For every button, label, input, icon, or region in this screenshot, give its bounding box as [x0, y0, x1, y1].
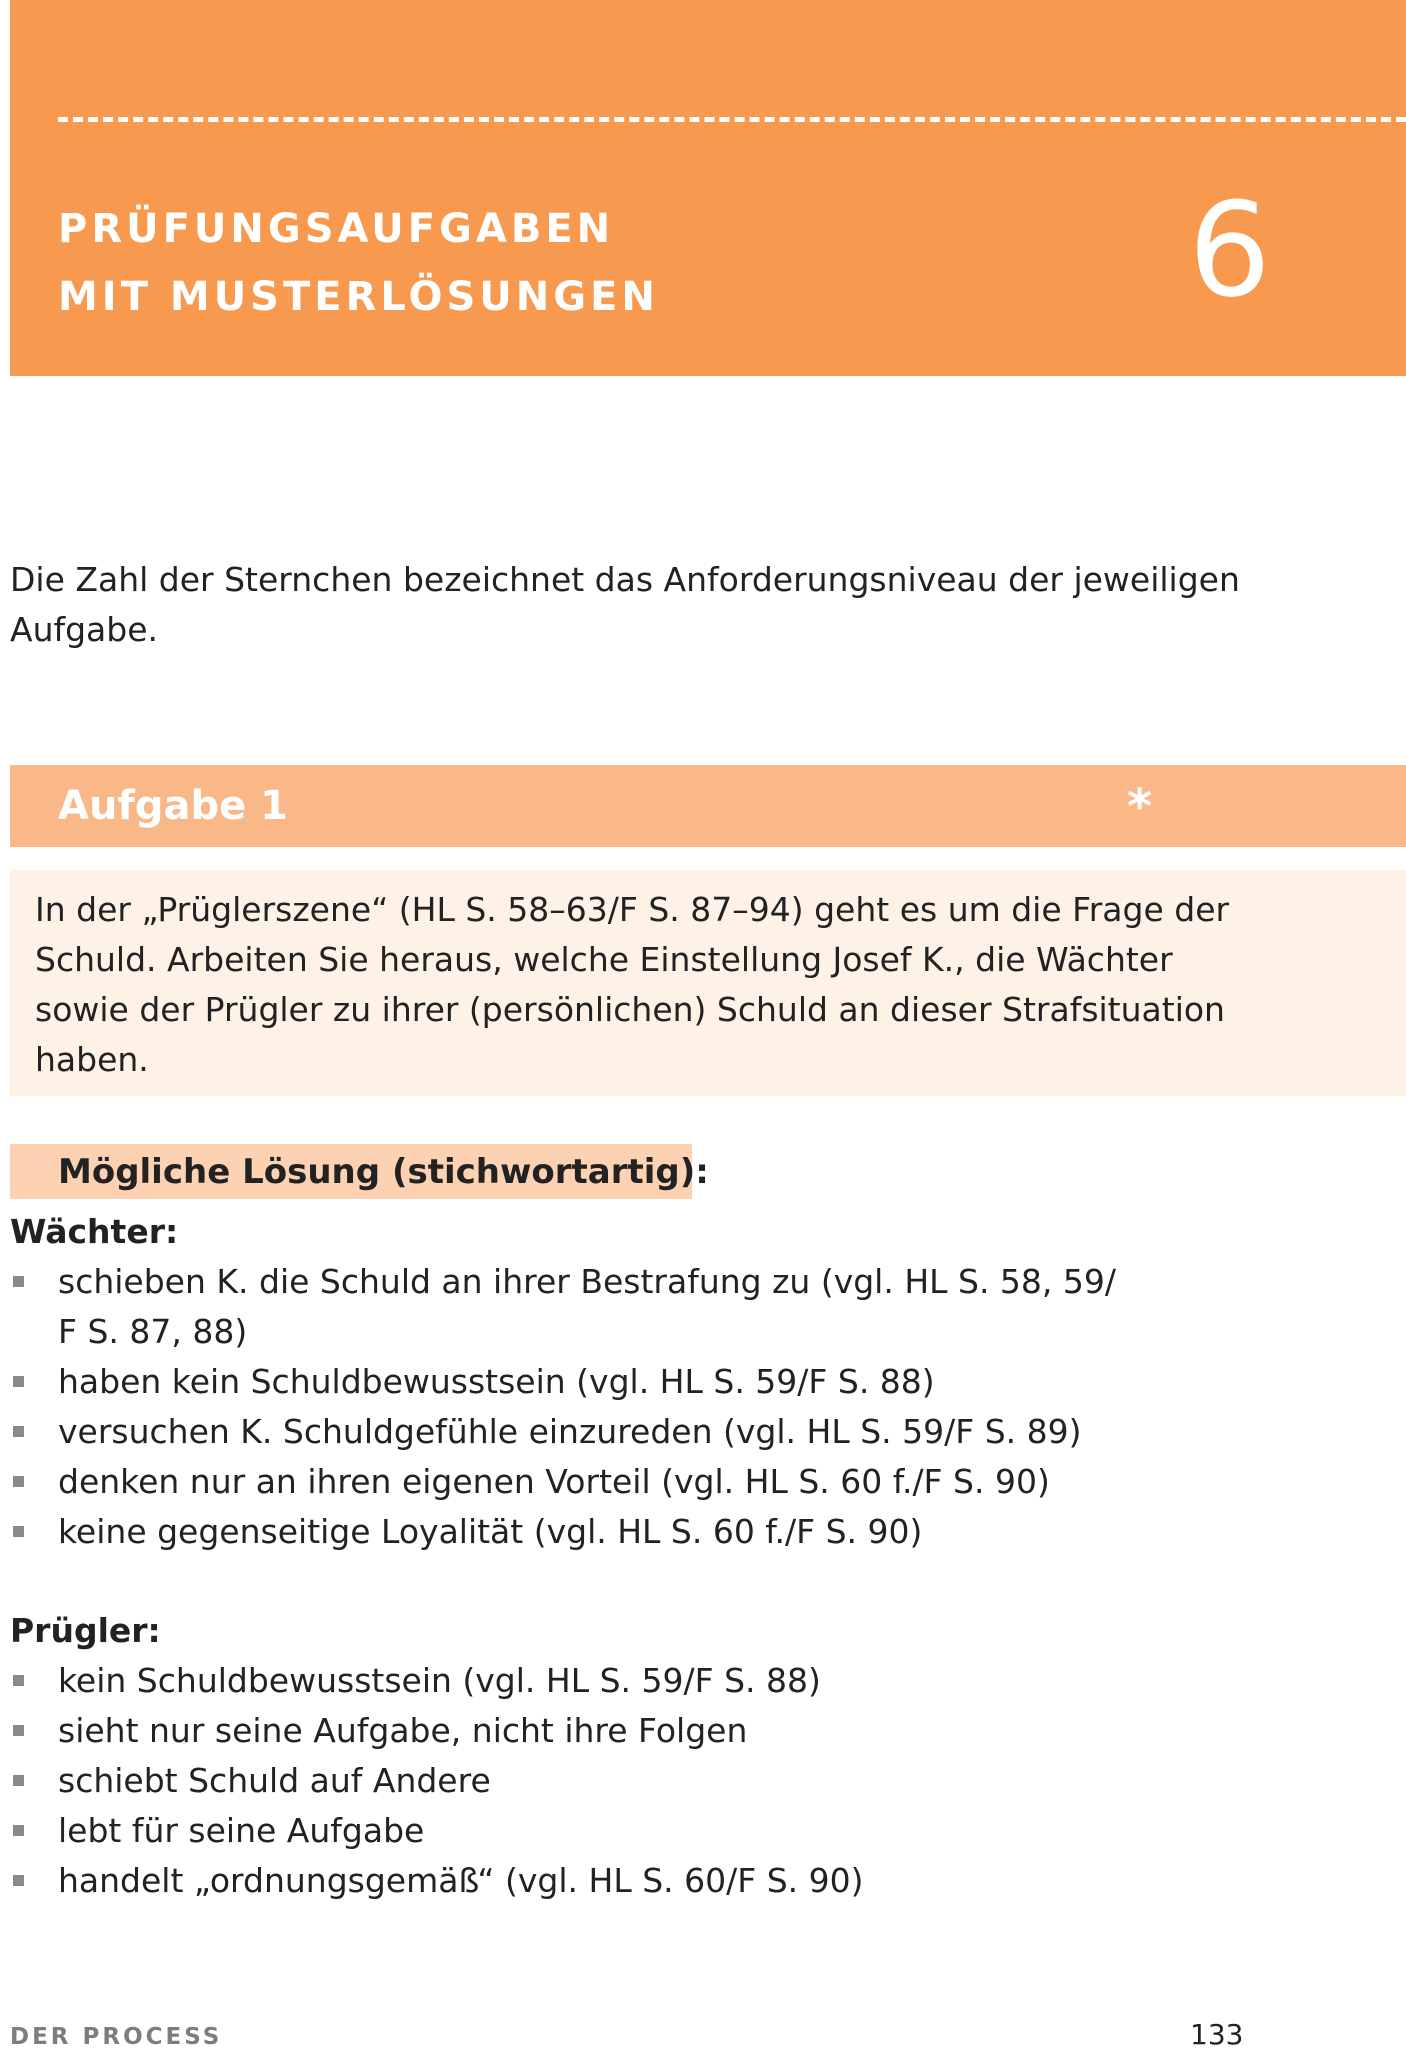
list-item	[10, 1507, 1250, 1557]
intro-line: Aufgabe.	[10, 610, 159, 649]
chapter-number: 6	[1188, 174, 1271, 326]
intro-text	[10, 555, 1270, 655]
square-bullet-icon	[13, 1775, 24, 1786]
square-bullet-icon	[13, 1276, 24, 1287]
list-item-line: denken nur an ihren eigenen Vorteil (vgl. HL S. 60 f./F S. 90)	[58, 1462, 1050, 1501]
list-item-line: kein Schuldbewusstsein (vgl. HL S. 59/F S. 88)	[58, 1661, 821, 1700]
task-header	[10, 765, 1406, 847]
solution-label	[10, 1144, 709, 1199]
task-line: haben.	[35, 1040, 149, 1079]
task-line: Schuld. Arbeiten Sie heraus, welche Einstellung Josef K., die Wächter	[35, 940, 1173, 979]
list-item	[10, 1407, 1250, 1457]
dashed-divider	[58, 117, 1406, 122]
chapter-title-line: MIT MUSTERLÖSUNGEN	[58, 274, 659, 320]
list-item	[10, 1257, 1250, 1357]
list-item	[10, 1656, 1250, 1706]
list-item	[10, 1706, 1250, 1756]
task-title: Aufgabe 1	[58, 783, 288, 829]
square-bullet-icon	[13, 1675, 24, 1686]
square-bullet-icon	[13, 1476, 24, 1487]
footer-book-title: DER PROCESS	[10, 2024, 223, 2050]
list-item-line: keine gegenseitige Loyalität (vgl. HL S. 60 f./F S. 90)	[58, 1512, 923, 1551]
chapter-title-line: PRÜFUNGSAUFGABEN	[58, 206, 615, 252]
chapter-title	[58, 195, 659, 331]
solution-label-text: Mögliche Lösung (stichwortartig):	[58, 1152, 709, 1192]
list-item-line: sieht nur seine Aufgabe, nicht ihre Folgen	[58, 1711, 748, 1750]
list-item	[10, 1806, 1250, 1856]
square-bullet-icon	[13, 1875, 24, 1886]
list-item-line: schieben K. die Schuld an ihrer Bestrafung zu (vgl. HL S. 58, 59/	[58, 1262, 1117, 1301]
list-item-line: schiebt Schuld auf Andere	[58, 1761, 491, 1800]
list-item-line: versuchen K. Schuldgefühle einzureden (vgl. HL S. 59/F S. 89)	[58, 1412, 1082, 1451]
list-item-line: lebt für seine Aufgabe	[58, 1811, 425, 1850]
section-heading-waechter: Wächter:	[10, 1212, 179, 1251]
list-item	[10, 1357, 1250, 1407]
square-bullet-icon	[13, 1426, 24, 1437]
difficulty-stars: *	[1127, 779, 1153, 835]
list-item-line: haben kein Schuldbewusstsein (vgl. HL S. 59/F S. 88)	[58, 1362, 935, 1401]
page-number: 133	[1190, 2018, 1244, 2051]
square-bullet-icon	[13, 1526, 24, 1537]
section-heading-pruegler: Prügler:	[10, 1611, 161, 1650]
square-bullet-icon	[13, 1825, 24, 1836]
square-bullet-icon	[13, 1376, 24, 1387]
pruegler-list	[10, 1656, 1250, 1906]
square-bullet-icon	[13, 1725, 24, 1736]
list-item	[10, 1457, 1250, 1507]
task-description-box	[10, 870, 1406, 1096]
task-line: sowie der Prügler zu ihrer (persönlichen) Schuld an dieser Strafsituation	[35, 990, 1225, 1029]
task-line: In der „Prüglerszene“ (HL S. 58–63/F S. 87–94) geht es um die Frage der	[35, 890, 1230, 929]
waechter-list	[10, 1257, 1250, 1557]
list-item-line: F S. 87, 88)	[58, 1312, 248, 1351]
task-description	[35, 885, 1275, 1085]
list-item	[10, 1756, 1250, 1806]
list-item-line: handelt „ordnungsgemäß“ (vgl. HL S. 60/F S. 90)	[58, 1861, 864, 1900]
intro-line: Die Zahl der Sternchen bezeichnet das Anforderungsniveau der jeweiligen	[10, 560, 1240, 599]
chapter-banner	[10, 0, 1406, 376]
list-item	[10, 1856, 1250, 1906]
